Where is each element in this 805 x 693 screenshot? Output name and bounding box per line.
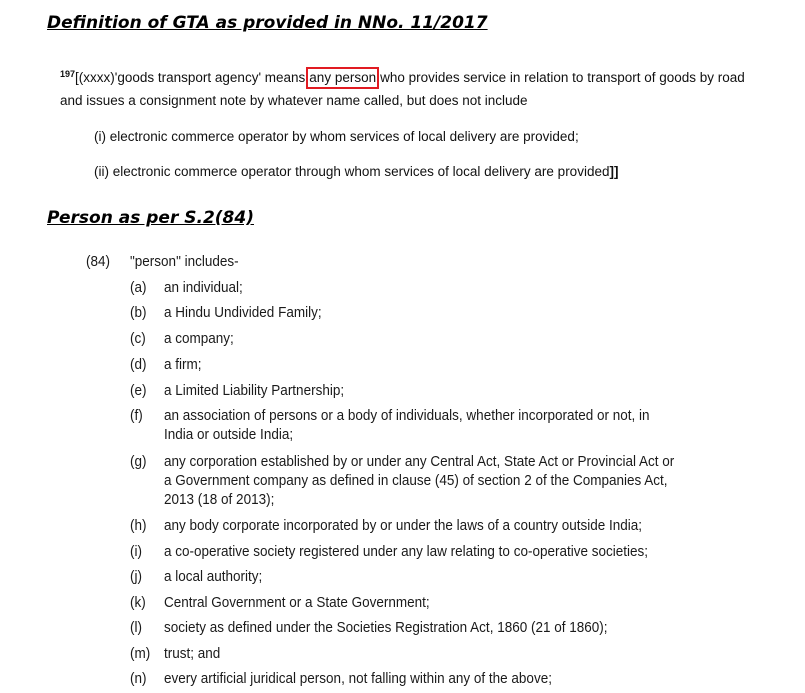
gta-definition-open: [(xxxx)'goods transport agency' means: [75, 70, 306, 85]
clause-text: any body corporate incorporated by or under the laws of a country outside India;: [164, 517, 643, 534]
clause-label: (m): [130, 645, 151, 662]
section-number: (84): [86, 253, 111, 270]
person-definition-heading: Person as per S.2(84): [47, 208, 254, 228]
clause-text: India or outside India;: [164, 426, 294, 443]
clause-label: (b): [130, 304, 147, 321]
gta-definition-heading: Definition of GTA as provided in NNo. 11/2017: [47, 13, 488, 33]
clause-text: a Government company as defined in clause (45) of section 2 of the Companies Act,: [164, 472, 668, 489]
clause-label: (g): [130, 453, 147, 470]
clause-text: a Limited Liability Partnership;: [164, 382, 345, 399]
clause-label: (j): [130, 568, 142, 585]
clause-label: (i): [130, 543, 142, 560]
clause-label: (n): [130, 670, 147, 687]
clause-label: (a): [130, 279, 147, 296]
clause-text: society as defined under the Societies Registration Act, 1860 (21 of 1860);: [164, 619, 608, 636]
clause-text: 2013 (18 of 2013);: [164, 491, 275, 508]
clause-label: (l): [130, 619, 142, 636]
gta-definition-rest: who provides service in relation to transport of goods by road: [380, 70, 745, 85]
clause-text: an association of persons or a body of individuals, whether incorporated or not, in: [164, 407, 650, 424]
section-lead: "person" includes-: [130, 253, 239, 270]
gta-exclusion-ii: [94, 164, 618, 179]
gta-definition-line-1: [60, 69, 745, 85]
clause-text: any corporation established by or under any Central Act, State Act or Provincial Act or: [164, 453, 675, 470]
clause-text: Central Government or a State Government;: [164, 594, 430, 611]
footnote-marker: 197: [60, 69, 76, 79]
clause-text: an individual;: [164, 279, 243, 296]
clause-text: a company;: [164, 330, 234, 347]
gta-definition-line-2: and issues a consignment note by whatever name called, but does not include: [60, 93, 528, 108]
clause-text: a firm;: [164, 356, 202, 373]
clause-text: a Hindu Undivided Family;: [164, 304, 322, 321]
clause-text: a local authority;: [164, 568, 263, 585]
gta-exclusion-ii-close: ]]: [609, 164, 619, 179]
clause-label: (d): [130, 356, 147, 373]
highlighted-any-person: any person: [306, 67, 379, 89]
clause-label: (k): [130, 594, 146, 611]
clause-label: (h): [130, 517, 147, 534]
gta-exclusion-ii-text: (ii) electronic commerce operator through whom services of local delivery are provided: [94, 164, 610, 179]
clause-label: (c): [130, 330, 146, 347]
clause-label: (e): [130, 382, 147, 399]
clause-text: trust; and: [164, 645, 221, 662]
clause-text: every artificial juridical person, not falling within any of the above;: [164, 670, 552, 687]
clause-text: a co-operative society registered under any law relating to co-operative societies;: [164, 543, 649, 560]
clause-label: (f): [130, 407, 143, 424]
gta-exclusion-i: (i) electronic commerce operator by whom services of local delivery are provided;: [94, 129, 579, 144]
